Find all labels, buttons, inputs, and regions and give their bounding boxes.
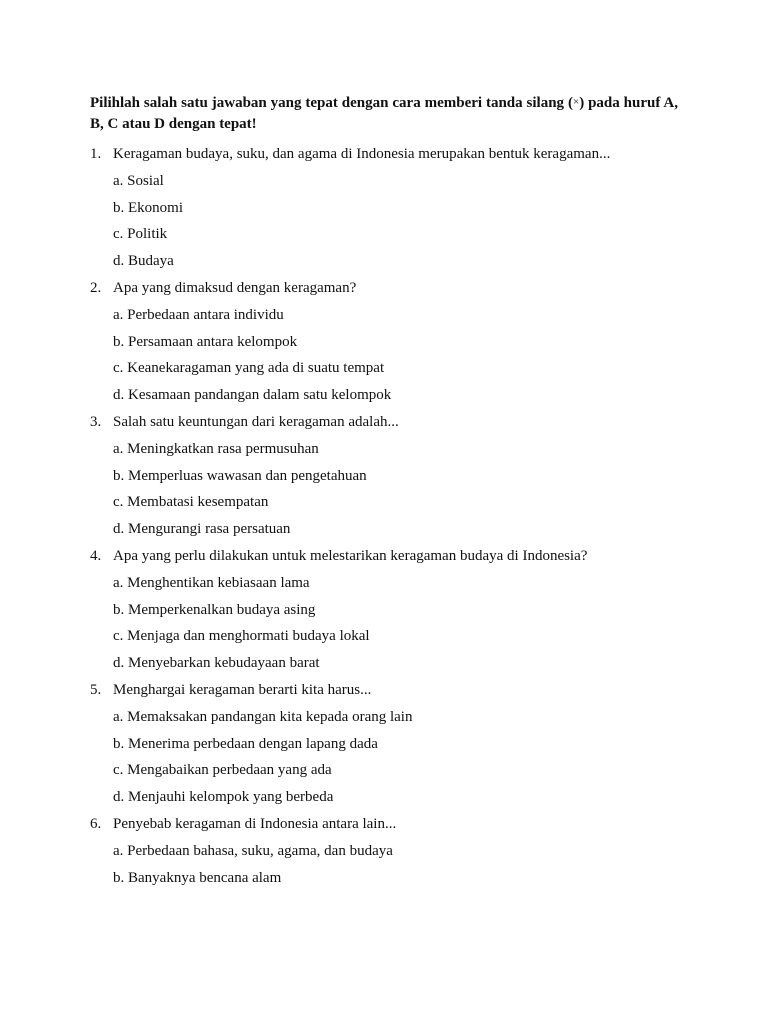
option-c[interactable]: c. Politik (113, 226, 168, 243)
question-list (90, 145, 678, 888)
question-line (90, 681, 678, 700)
option-a[interactable]: a. Menghentikan kebiasaan lama (113, 574, 310, 591)
question-text: Apa yang dimaksud dengan keragaman? (113, 279, 357, 296)
option-d[interactable]: d. Kesamaan pandangan dalam satu kelompok (113, 387, 392, 404)
option-list (90, 440, 678, 539)
question-number: 6. (90, 815, 102, 832)
option-b[interactable]: b. Memperluas wawasan dan pengetahuan (113, 467, 367, 484)
question-text: Keragaman budaya, suku, dan agama di Indonesia merupakan bentuk keragaman... (113, 146, 611, 162)
question-line (90, 279, 678, 298)
option-list (90, 708, 678, 807)
option-c[interactable]: c. Mengabaikan perbedaan yang ada (113, 762, 332, 779)
instruction-after: ) pada huruf A, B, C atau D dengan tepat! (90, 95, 679, 132)
option-c[interactable]: c. Keanekaragaman yang ada di suatu tempat (113, 360, 385, 377)
question-number: 5. (90, 681, 102, 698)
instruction-before: Pilihlah salah satu jawaban yang tepat dengan cara memberi tanda silang ( (90, 95, 573, 111)
question-text: Menghargai keragaman berarti kita harus... (113, 681, 372, 698)
option-b[interactable]: b. Menerima perbedaan dengan lapang dada (113, 735, 378, 752)
option-d[interactable]: d. Menjauhi kelompok yang berbeda (113, 789, 334, 806)
option-a[interactable]: a. Sosial (113, 172, 164, 189)
question-1 (90, 145, 678, 271)
cross-mark-icon: × (572, 96, 580, 108)
option-list (90, 306, 678, 405)
instruction-text (90, 92, 678, 135)
option-list (90, 172, 678, 271)
question-line (90, 547, 678, 566)
option-a[interactable]: a. Perbedaan antara individu (113, 306, 284, 323)
option-b[interactable]: b. Ekonomi (113, 199, 183, 216)
question-number: 3. (90, 413, 102, 430)
option-list (90, 842, 678, 888)
question-number: 4. (90, 547, 102, 564)
question-6 (90, 815, 678, 888)
question-line (90, 145, 678, 164)
option-b[interactable]: b. Banyaknya bencana alam (113, 869, 282, 886)
question-number: 2. (90, 279, 102, 296)
option-d[interactable]: d. Budaya (113, 253, 174, 270)
question-line (90, 413, 678, 432)
option-c[interactable]: c. Menjaga dan menghormati budaya lokal (113, 628, 370, 645)
option-a[interactable]: a. Perbedaan bahasa, suku, agama, dan budaya (113, 842, 393, 859)
question-text: Penyebab keragaman di Indonesia antara lain... (113, 815, 397, 832)
option-a[interactable]: a. Memaksakan pandangan kita kepada orang lain (113, 708, 413, 725)
question-2 (90, 279, 678, 405)
question-3 (90, 413, 678, 539)
option-list (90, 574, 678, 673)
option-a[interactable]: a. Meningkatkan rasa permusuhan (113, 440, 319, 457)
question-5 (90, 681, 678, 807)
question-number: 1. (90, 146, 102, 162)
option-d[interactable]: d. Menyebarkan kebudayaan barat (113, 655, 320, 672)
question-4 (90, 547, 678, 673)
option-b[interactable]: b. Persamaan antara kelompok (113, 333, 298, 350)
option-c[interactable]: c. Membatasi kesempatan (113, 494, 269, 511)
option-b[interactable]: b. Memperkenalkan budaya asing (113, 601, 316, 618)
question-text: Apa yang perlu dilakukan untuk melestarikan keragaman budaya di Indonesia? (113, 547, 588, 564)
option-d[interactable]: d. Mengurangi rasa persatuan (113, 521, 291, 538)
worksheet-page (90, 92, 678, 895)
question-text: Salah satu keuntungan dari keragaman adalah... (113, 413, 399, 430)
question-line (90, 815, 678, 834)
